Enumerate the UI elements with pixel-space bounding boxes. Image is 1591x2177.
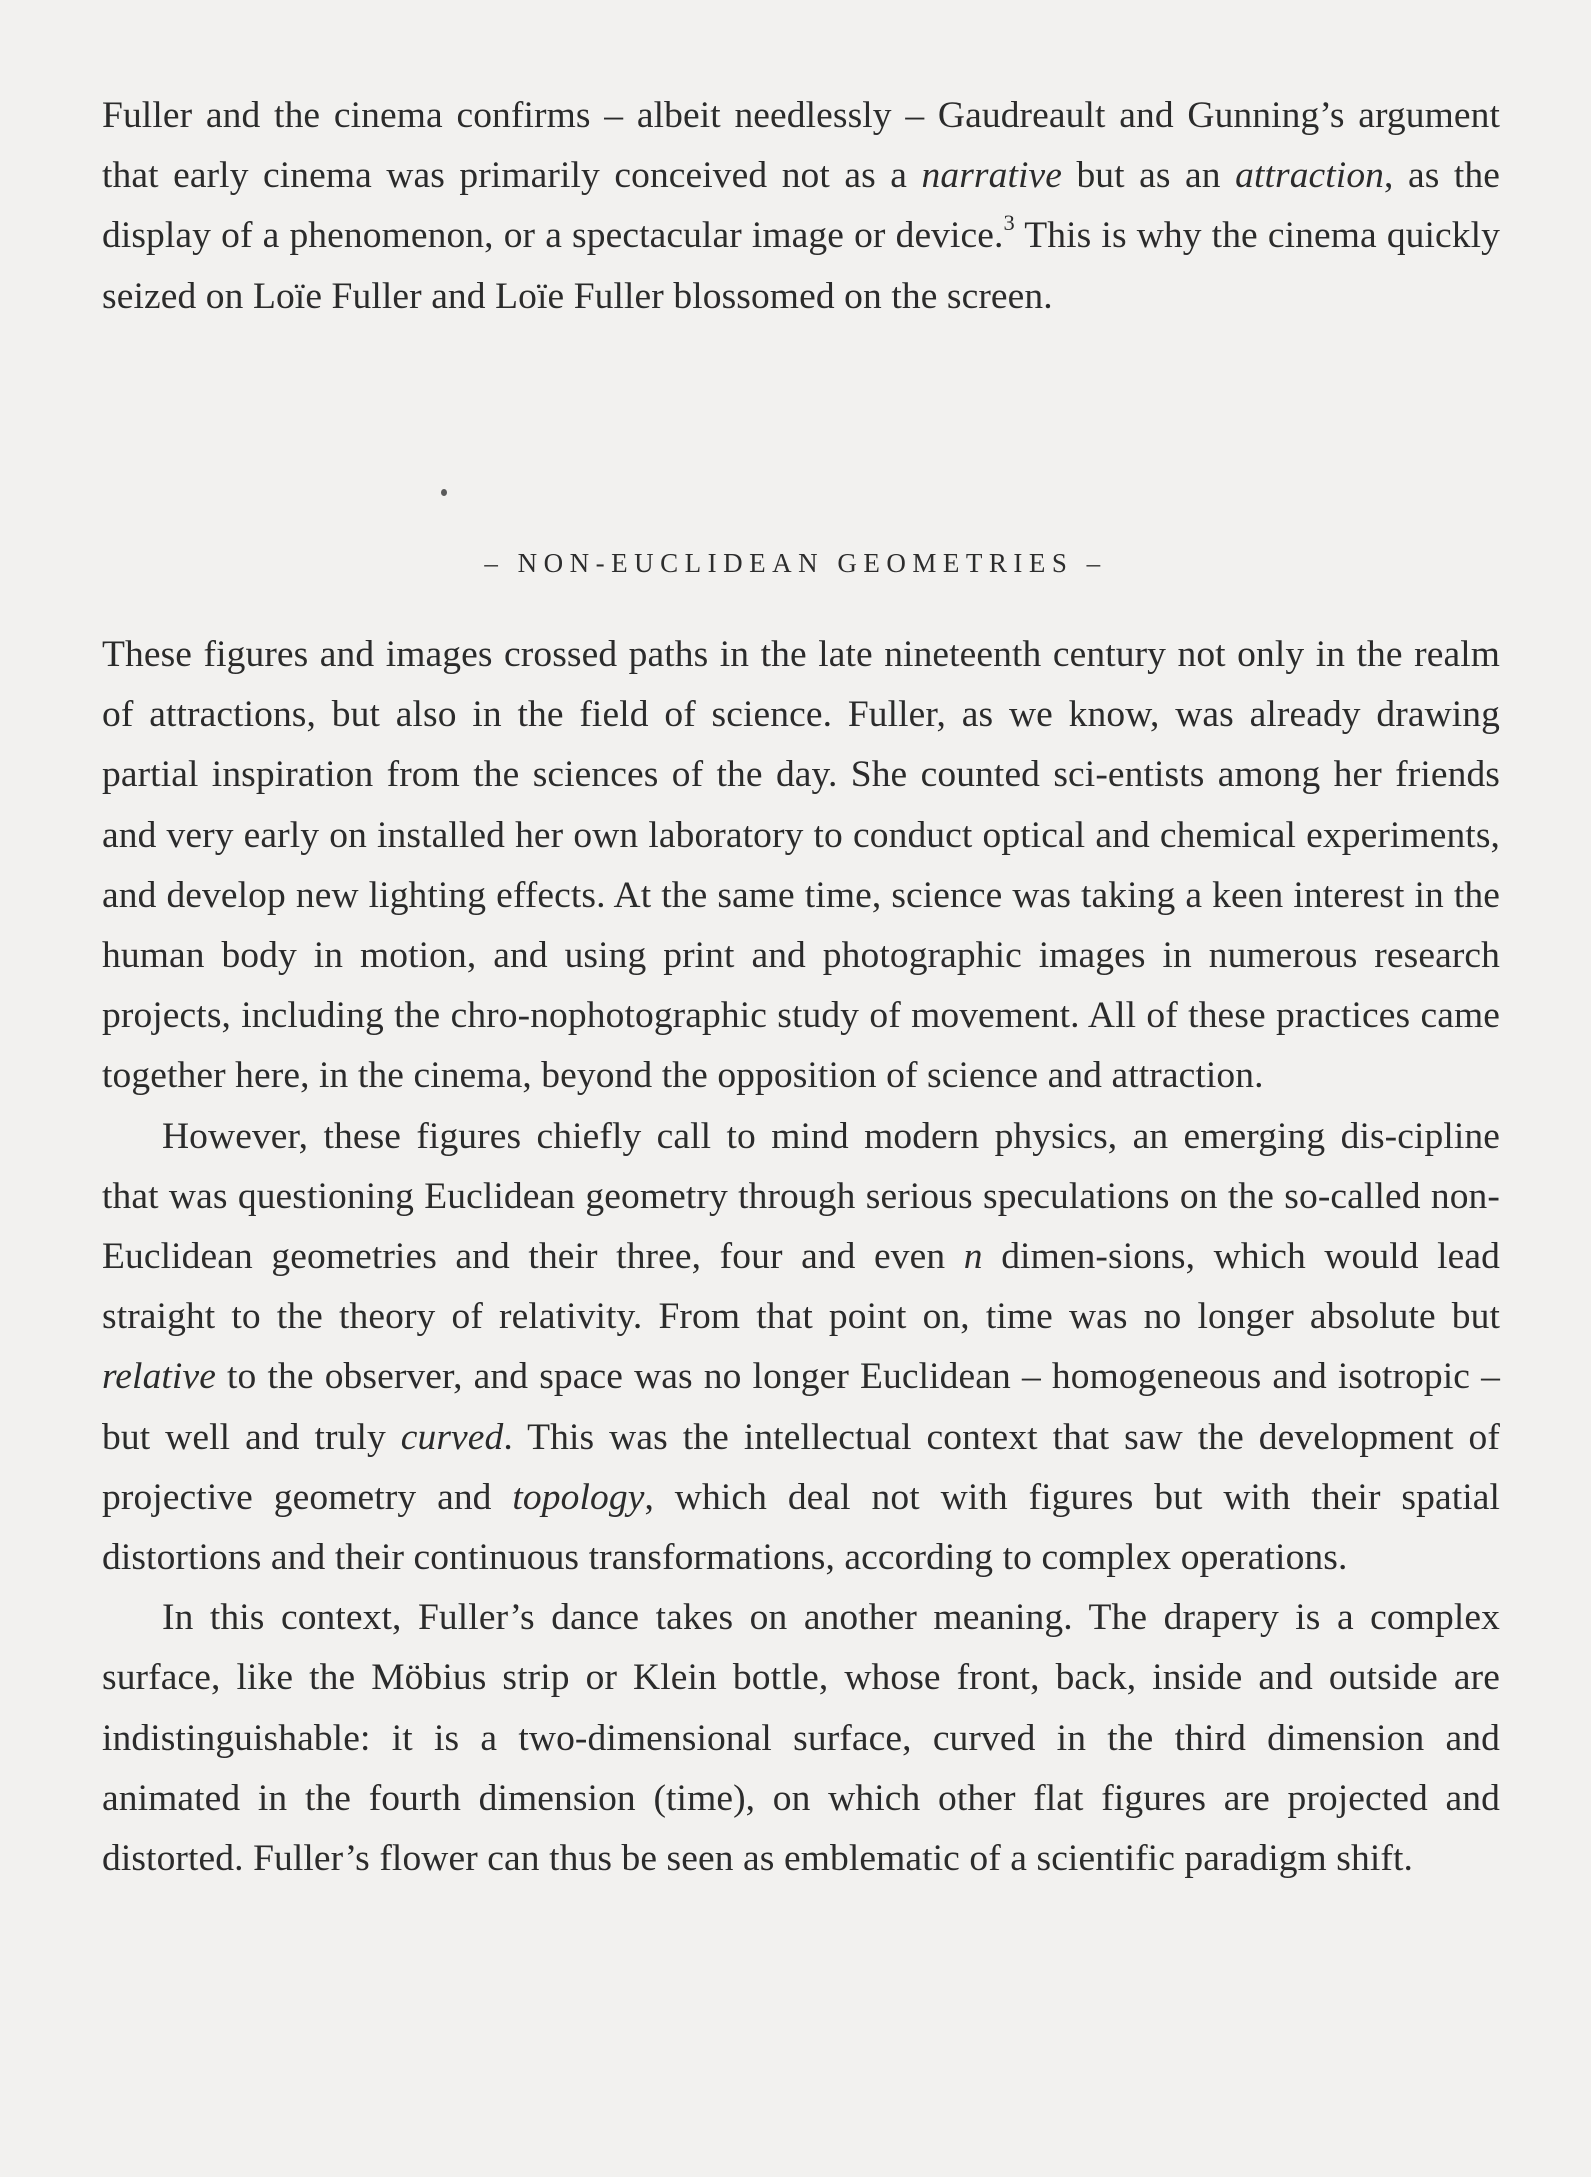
top-text-4: This is why the cinema quickly seized on Loïe Fuller and Loïe Fuller blossomed on the screen.: [102, 215, 1500, 317]
paragraph-2-text-4: . This was the intellectual context that saw the development of projective geometry and: [102, 1416, 1500, 1518]
paragraph-3-text: In this context, Fuller’s dance takes on another meaning. The drapery is a complex surface, like the Möbius strip or Klein bottle, whose front, back, inside and outside are indistinguishable: it is a two-dimensional surface, curved in the third dimension and animated in the fourth dimension (time), on which other flat figures are projected and distorted. Fuller’s flower can thus be seen as emblematic of a scientific paradigm shift.: [102, 1597, 1500, 1880]
footnote-marker[interactable]: 3: [1003, 210, 1015, 236]
paragraph-2-text-2: dimen-sions, which would lead straight to the theory of relativity. From that point on, time was no longer absolute but: [102, 1236, 1500, 1338]
paragraph-2-text-1: However, these figures chiefly call to mind modern physics, an emerging dis-cipline that was questioning Euclidean geometry through serious speculations on the so-called non-Euclidean geometries and their three, four and even: [102, 1115, 1500, 1278]
paragraph-1: [102, 625, 1500, 1107]
paragraph-2-emphasis-n: n: [963, 1236, 983, 1278]
main-body: [102, 625, 1500, 1889]
top-text-3: , as the display of a phenomenon, or a spectacular image or device.: [102, 155, 1500, 257]
paragraph-2-emphasis-curved: curved: [400, 1416, 504, 1458]
top-text-1: Fuller and the cinema confirms – albeit needlessly – Gaudreault and Gunning’s argument that early cinema was primarily conceived not as a: [102, 95, 1500, 197]
paragraph-2-text-3: to the observer, and space was no longer Euclidean – homogeneous and isotropic – but well and truly: [102, 1356, 1500, 1458]
paragraph-3: [102, 1588, 1500, 1889]
section-heading: – NON-EUCLIDEAN GEOMETRIES –: [484, 548, 1107, 578]
top-paragraph: [102, 86, 1500, 327]
paragraph-2-emphasis-relative: relative: [102, 1356, 216, 1398]
top-emphasis-attraction: attraction: [1235, 155, 1385, 197]
print-speck: [441, 489, 447, 496]
top-paragraph-text: [102, 86, 1500, 327]
paragraph-2-emphasis-topology: topology: [512, 1476, 645, 1518]
paragraph-2-text-5: , which deal not with figures but with their spatial distortions and their continuous transformations, according to complex operations.: [102, 1476, 1500, 1579]
top-text-2: but as an: [1061, 155, 1236, 197]
paragraph-2: [102, 1107, 1500, 1589]
paragraph-1-text: These figures and images crossed paths in the late nineteenth century not only in the realm of attractions, but also in the field of science. Fuller, as we know, was already drawing partial inspiration from the sciences of the day. She counted sci-entists among her friends and very early on installed her own laboratory to conduct optical and chemical experiments, and develop new lighting effects. At the same time, science was taking a keen interest in the human body in motion, and using print and photographic images in numerous research projects, including the chro-nophotographic study of movement. All of these practices came together here, in the cinema, beyond the opposition of science and attraction.: [102, 634, 1500, 1097]
top-emphasis-narrative: narrative: [921, 155, 1062, 197]
